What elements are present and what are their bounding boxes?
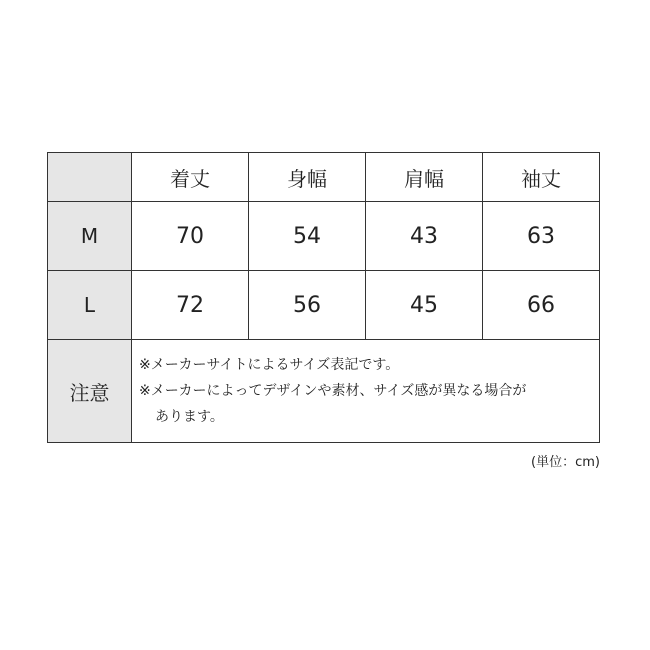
header-body-width: 身幅 — [249, 153, 366, 202]
table-row — [48, 202, 600, 271]
unit-note: (単位：cm) — [531, 455, 600, 470]
value-l-length: 72 — [132, 271, 249, 340]
value-m-sleeve-length: 63 — [483, 202, 600, 271]
notes-content — [132, 340, 600, 443]
value-m-shoulder-width: 43 — [366, 202, 483, 271]
header-length: 着丈 — [132, 153, 249, 202]
value-m-body-width: 54 — [249, 202, 366, 271]
size-label-m: M — [48, 202, 132, 271]
table-row — [48, 271, 600, 340]
header-sleeve-length: 袖丈 — [483, 153, 600, 202]
note-line-continuation: あります。 — [155, 409, 224, 425]
size-chart-table — [47, 152, 600, 443]
notes-label: 注意 — [48, 340, 132, 443]
note-line-maker-difference: ※メーカーによってデザインや素材、サイズ感が異なる場合が — [139, 383, 527, 399]
notes-row — [48, 340, 600, 443]
value-l-shoulder-width: 45 — [366, 271, 483, 340]
value-m-length: 70 — [132, 202, 249, 271]
corner-cell — [48, 153, 132, 202]
header-shoulder-width: 肩幅 — [366, 153, 483, 202]
size-label-l: L — [48, 271, 132, 340]
value-l-sleeve-length: 66 — [483, 271, 600, 340]
value-l-body-width: 56 — [249, 271, 366, 340]
header-row — [48, 153, 600, 202]
note-line-size-notation: ※メーカーサイトによるサイズ表記です。 — [139, 357, 400, 373]
